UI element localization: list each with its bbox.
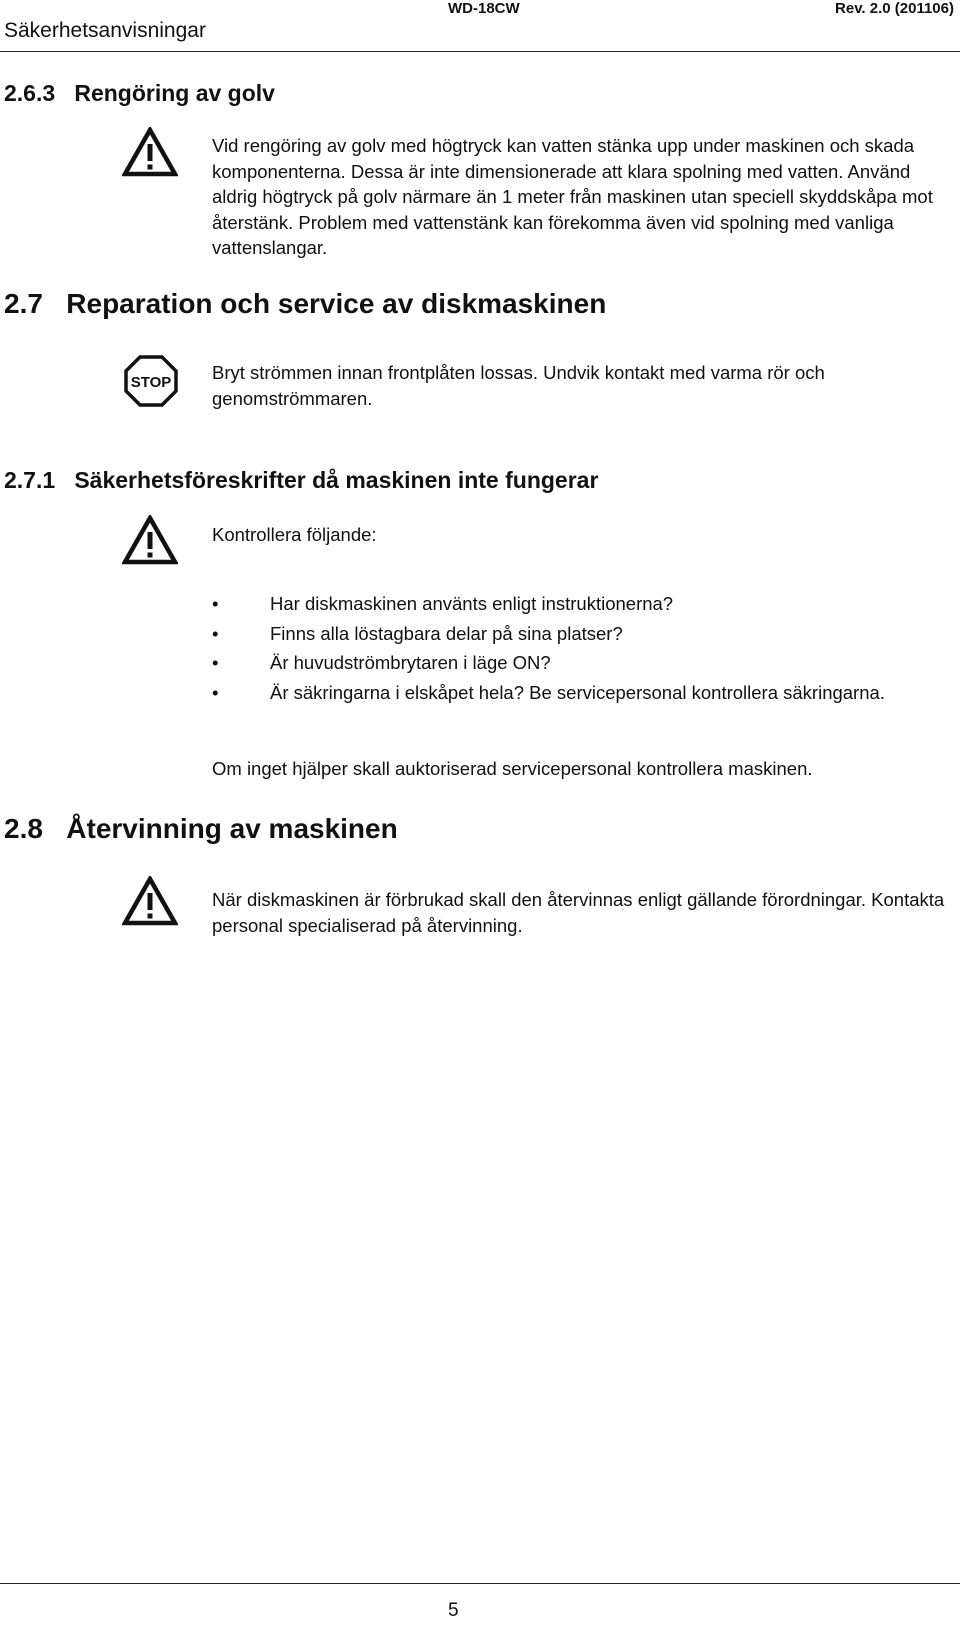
section-heading-2-7 xyxy=(4,288,606,320)
list-item-text: Är säkringarna i elskåpet hela? Be servicepersonal kontrollera säkringarna. xyxy=(270,681,885,703)
section-number: 2.7.1 xyxy=(4,467,56,493)
paragraph-2-7: Bryt strömmen innan frontplåten lossas. Undvik kontakt med varma rör och genomströmmaren. xyxy=(212,362,825,409)
header-revision: Rev. 2.0 (201106) xyxy=(835,0,954,17)
header-rule xyxy=(0,51,960,52)
section-heading-2-8 xyxy=(4,813,398,845)
stop-sign-text: STOP xyxy=(130,374,172,391)
section-title: Reparation och service av diskmaskinen xyxy=(66,288,607,319)
list-item xyxy=(212,621,954,647)
bullet-icon: • xyxy=(212,681,219,703)
section-title: Säkerhetsföreskrifter då maskinen inte fungerar xyxy=(74,467,599,493)
stop-sign-icon xyxy=(123,355,179,412)
warning-triangle-icon xyxy=(122,127,178,182)
section-title: Återvinning av maskinen xyxy=(66,813,398,844)
section-heading-2-7-1 xyxy=(4,467,598,494)
list-item-text: Har diskmaskinen använts enligt instruktionerna? xyxy=(270,593,674,614)
intro-2-7-1: Kontrollera följande: xyxy=(212,524,377,545)
checklist xyxy=(212,591,954,709)
bullet-icon: • xyxy=(212,593,219,614)
warning-triangle-icon xyxy=(122,515,178,570)
bullet-icon: • xyxy=(212,622,219,644)
paragraph-2-6-3: Vid rengöring av golv med högtryck kan vatten stänka upp under maskinen och skada komponenterna. Dessa är inte dimensionerade att klara spolning med vatten. Använd aldrig högtryck på golv närmare än 1 meter från maskinen utan speciell skyddskåpa mot återstänk. Problem med vattenstänk kan förekomma även vid spolning med vanliga vattenslangar. xyxy=(212,135,933,258)
outro-2-7-1: Om inget hjälper skall auktoriserad servicepersonal kontrollera maskinen. xyxy=(212,758,813,779)
list-item xyxy=(212,650,954,676)
header-model: WD-18CW xyxy=(448,0,520,17)
warning-triangle-icon xyxy=(122,876,178,931)
section-title: Rengöring av golv xyxy=(74,80,275,106)
section-number: 2.7 xyxy=(4,288,43,319)
page-number: 5 xyxy=(448,1600,459,1621)
bullet-icon: • xyxy=(212,652,219,673)
page-header xyxy=(0,0,960,52)
section-number: 2.8 xyxy=(4,813,43,844)
header-section-title: Säkerhetsanvisningar xyxy=(4,19,206,42)
footer-rule xyxy=(0,1583,960,1584)
list-item-text: Är huvudströmbrytaren i läge ON? xyxy=(270,652,551,673)
paragraph-2-8: När diskmaskinen är förbrukad skall den återvinnas enligt gällande förordningar. Kontakta personal specialiserad på återvinning. xyxy=(212,889,945,936)
list-item-text: Finns alla löstagbara delar på sina platser? xyxy=(270,622,623,644)
section-number: 2.6.3 xyxy=(4,80,56,106)
list-item xyxy=(212,591,954,617)
list-item xyxy=(212,680,954,706)
section-heading-2-6-3 xyxy=(4,80,275,107)
